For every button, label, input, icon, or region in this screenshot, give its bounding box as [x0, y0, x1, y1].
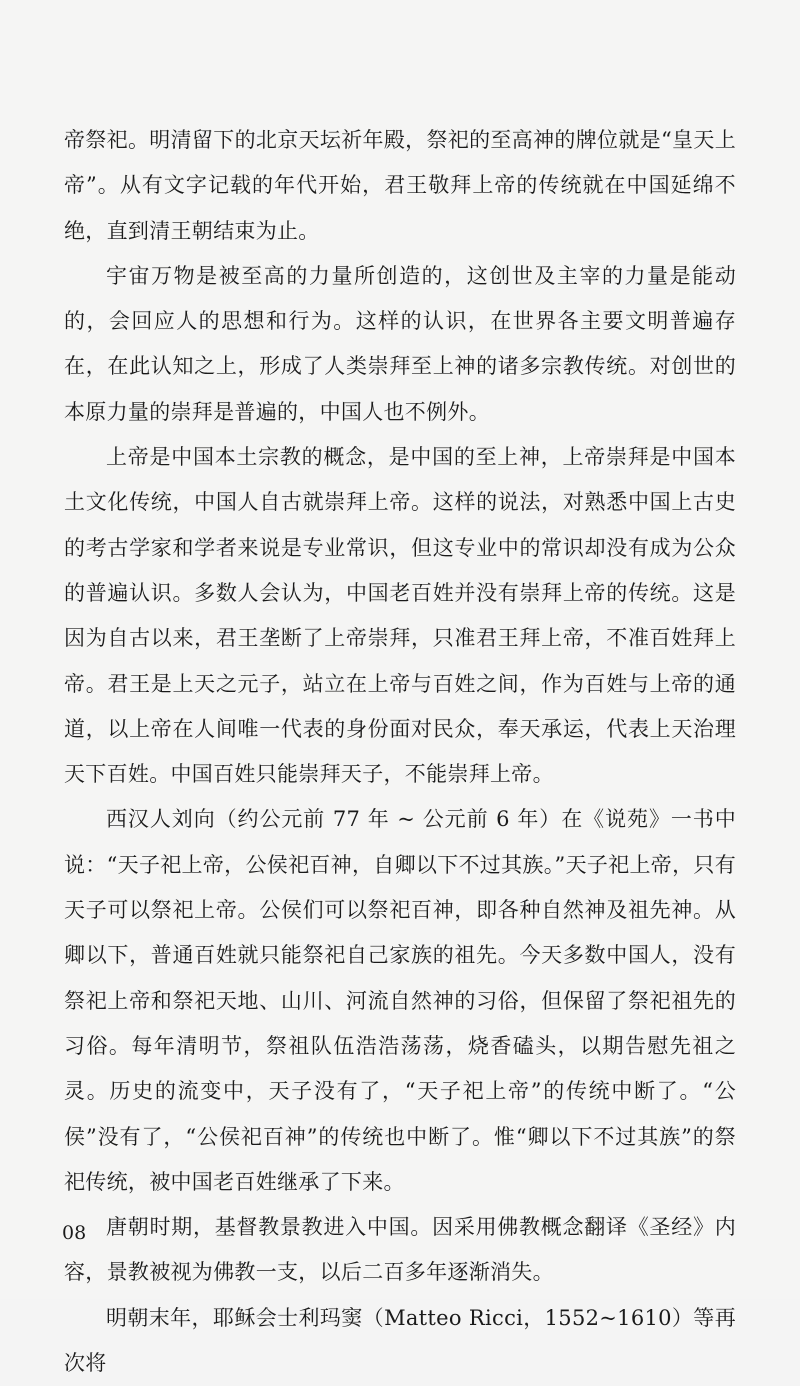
page-number: 08	[62, 1222, 87, 1244]
paragraph-tang-dynasty: 唐朝时期，基督教景教进入中国。因采用佛教概念翻译《圣经》内容，景教被视为佛教一支，以后二百多年逐渐消失。	[64, 1215, 736, 1285]
paragraph-ming-dynasty: 明朝末年，耶稣会士利玛窦（Matteo Ricci，1552~1610）等再次将	[64, 1305, 736, 1376]
paragraph-liu-xiang: 西汉人刘向（约公元前 77 年 ~ 公元前 6 年）在《说苑》一书中说：“天子祀上帝，公侯祀百神，自卿以下不过其族。”天子祀上帝，只有天子可以祭祀上帝。公侯们可以祭祀百神，即各种自然神及祖先神。从卿以下，普通百姓就只能祭祀自己家族的祖先。今天多数中国人，没有祭祀上帝和祭祀天地、山川、河流自然神的习俗，但保留了祭祀祖先的习俗。每年清明节，祭祖队伍浩浩荡荡，烧香磕头，以期告慰先祖之灵。历史的流变中，天子没有了，“天子祀上帝”的传统中断了。“公侯”没有了，“公侯祀百神”的传统也中断了。惟“卿以下不过其族”的祭祀传统，被中国老百姓继承了下来。	[64, 807, 736, 1194]
paragraph-universe-creation: 宇宙万物是被至高的力量所创造的，这创世及主宰的力量是能动的，会回应人的思想和行为。这样的认识，在世界各主要文明普遍存在，在此认知之上，形成了人类崇拜至上神的诸多宗教传统。对创世的本原力量的崇拜是普遍的，中国人也不例外。	[64, 263, 736, 424]
paragraph-shangdi-concept: 上帝是中国本土宗教的概念，是中国的至上神，上帝崇拜是中国本土文化传统，中国人自古就崇拜上帝。这样的说法，对熟悉中国上古史的考古学家和学者来说是专业常识，但这专业中的常识却没有成为公众的普遍认识。多数人会认为，中国老百姓并没有崇拜上帝的传统。这是因为自古以来，君王垄断了上帝崇拜，只准君王拜上帝，不准百姓拜上帝。君王是上天之元子，站立在上帝与百姓之间，作为百姓与上帝的通道，以上帝在人间唯一代表的身份面对民众，奉天承运，代表上天治理天下百姓。中国百姓只能崇拜天子，不能崇拜上帝。	[64, 445, 736, 787]
body-text	[64, 118, 736, 1386]
paragraph-continuation: 帝祭祀。明清留下的北京天坛祈年殿，祭祀的至高神的牌位就是“皇天上帝”。从有文字记载的年代开始，君王敬拜上帝的传统就在中国延绵不绝，直到清王朝结束为止。	[64, 128, 736, 243]
